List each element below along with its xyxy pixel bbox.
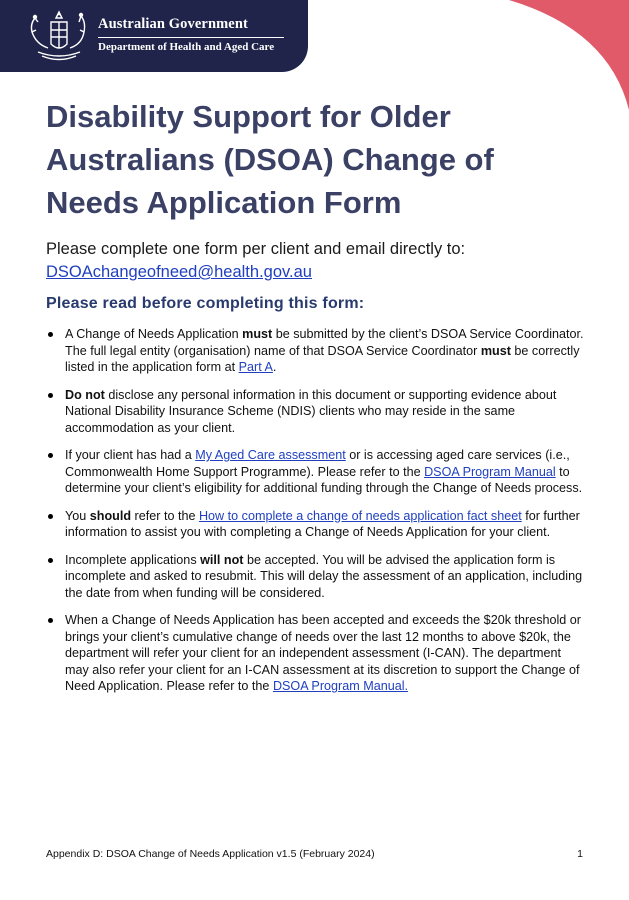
corner-swoosh-decoration [509,0,629,110]
instruction-text: disclose any personal information in this document or supporting evidence about National Disability Insurance Scheme (NDIS) clients who may reside in the same accommodation as your client. [65,387,557,435]
instruction-text: . [272,360,277,374]
footer-page-number: 1 [577,848,583,860]
document-link[interactable]: DSOA Program Manual. [272,679,409,693]
instruction-text: be accepted. You will be advised the application form is incomplete and asked to resubmit. This will delay the assessment of an application, including the date from when funding will be considered. [65,552,583,600]
department-name: Department of Health and Aged Care [98,41,275,53]
document-link[interactable]: My Aged Care assessment [195,448,346,462]
instruction-item [46,508,586,541]
instructions-list [46,326,586,706]
emphasis-text: must [480,343,511,358]
instruction-item [46,552,586,602]
instruction-item [46,387,586,437]
emphasis-text: will not [200,552,244,567]
instruction-text: When a Change of Needs Application has been accepted and exceeds the $20k threshold or brings your client’s cumulative change of needs over the last 12 months to above $20k, the department will refer your client for an independent assessment (I-CAN). The department may also refer your client for an I-CAN assessment at its discretion to support the Change of Need Application. Please refer to the [65,613,581,693]
instruction-text: You [65,508,90,523]
instruction-text: Incomplete applications [65,552,201,567]
coat-of-arms-icon [26,8,92,64]
instruction-text: be submitted by the client’s DSOA Service Coordinator. The full legal entity (organisation) name of that DSOA Service Coordinator [65,327,584,358]
instruction-text: If your client has had a [65,448,196,462]
wordmark-divider [98,37,284,38]
instruction-text: be correctly listed in the application form at [65,343,580,374]
instruction-text: to determine your client’s eligibility for additional funding through the Change of Needs process. [65,464,583,495]
instruction-text: A Change of Needs Application [65,327,243,341]
bullet-icon [48,618,53,623]
page-title: Disability Support for Older Australians (DSOA) Change of Needs Application Form [46,99,494,220]
bullet-icon [48,332,53,337]
intro-text: Please complete one form per client and email directly to: [46,240,466,258]
bullet-icon [48,558,53,563]
instruction-text: refer to the [131,508,199,523]
instruction-item [46,447,586,497]
emphasis-text: should [89,508,132,523]
instruction-text: for further information to assist you with completing a Change of Needs Application for your client. [65,508,580,539]
instruction-text: or is accessing aged care services (i.e., Commonwealth Home Support Programme). Please refer to the [65,448,570,479]
bullet-icon [48,514,53,519]
document-link[interactable]: Part A [238,360,273,374]
section-heading: Please read before completing this form: [46,295,365,312]
document-link[interactable]: DSOA Program Manual [424,464,556,479]
bullet-icon [48,453,53,458]
instruction-item [46,326,586,376]
government-banner [0,0,308,72]
document-link[interactable]: How to complete a change of needs application fact sheet [198,508,522,523]
email-link[interactable]: DSOAchangeofneed@health.gov.au [46,263,312,281]
instruction-item [46,612,586,695]
emphasis-text: Do not [65,387,105,402]
intro-block [46,238,586,284]
emphasis-text: must [242,327,273,341]
government-wordmark [98,16,284,53]
bullet-icon [48,393,53,398]
government-name: Australian Government [98,16,248,32]
footer-document-reference: Appendix D: DSOA Change of Needs Application v1.5 (February 2024) [46,848,375,860]
